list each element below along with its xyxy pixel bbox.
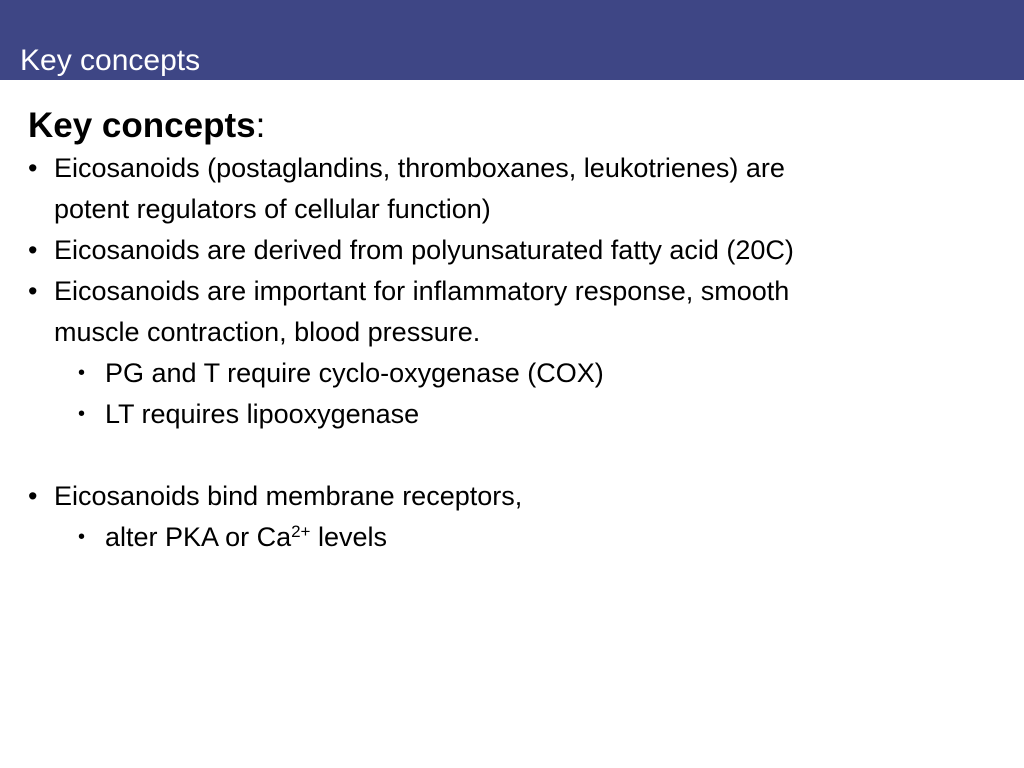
sub-bullet-text-part: alter PKA or Ca bbox=[105, 522, 292, 552]
title-bar bbox=[0, 0, 1024, 80]
sub-bullet-text: LT requires lipooxygenase bbox=[105, 399, 420, 429]
sub-bullet-marker: • bbox=[78, 403, 86, 425]
sub-bullet-item bbox=[28, 353, 998, 394]
slide-content bbox=[28, 106, 998, 558]
bullet-text: Eicosanoids (postaglandins, thromboxanes, leukotrienes) are bbox=[54, 153, 785, 183]
bullet-item bbox=[28, 148, 998, 230]
bullet-marker: • bbox=[28, 276, 38, 306]
bullet-marker: • bbox=[28, 153, 38, 183]
bullet-marker: • bbox=[28, 481, 38, 511]
sub-bullet-marker: • bbox=[78, 362, 86, 384]
sub-bullet-item bbox=[28, 394, 998, 435]
bullet-item bbox=[28, 476, 998, 517]
spacer bbox=[28, 435, 998, 476]
bullet-text: Eicosanoids are important for inflammatory response, smooth bbox=[54, 276, 790, 306]
sub-bullet-text-part: levels bbox=[318, 522, 388, 552]
content-heading bbox=[28, 106, 998, 146]
sub-bullet-item bbox=[28, 517, 998, 558]
bullet-item bbox=[28, 271, 998, 353]
heading-bold: Key concepts bbox=[28, 106, 256, 145]
superscript-charge: 2+ bbox=[291, 522, 311, 541]
sub-bullet-marker: • bbox=[78, 526, 86, 548]
slide-title: Key concepts bbox=[20, 44, 201, 77]
sub-bullet-text: PG and T require cyclo-oxygenase (COX) bbox=[105, 358, 604, 388]
bullet-item bbox=[28, 230, 998, 271]
bullet-text: Eicosanoids bind membrane receptors, bbox=[54, 481, 523, 511]
bullet-text: Eicosanoids are derived from polyunsaturated fatty acid (20C) bbox=[54, 235, 794, 265]
bullet-marker: • bbox=[28, 235, 38, 265]
heading-colon: : bbox=[255, 106, 266, 145]
bullet-text-continued: potent regulators of cellular function) bbox=[54, 194, 491, 224]
bullet-text-continued: muscle contraction, blood pressure. bbox=[54, 317, 481, 347]
sub-bullet-text bbox=[105, 522, 387, 552]
